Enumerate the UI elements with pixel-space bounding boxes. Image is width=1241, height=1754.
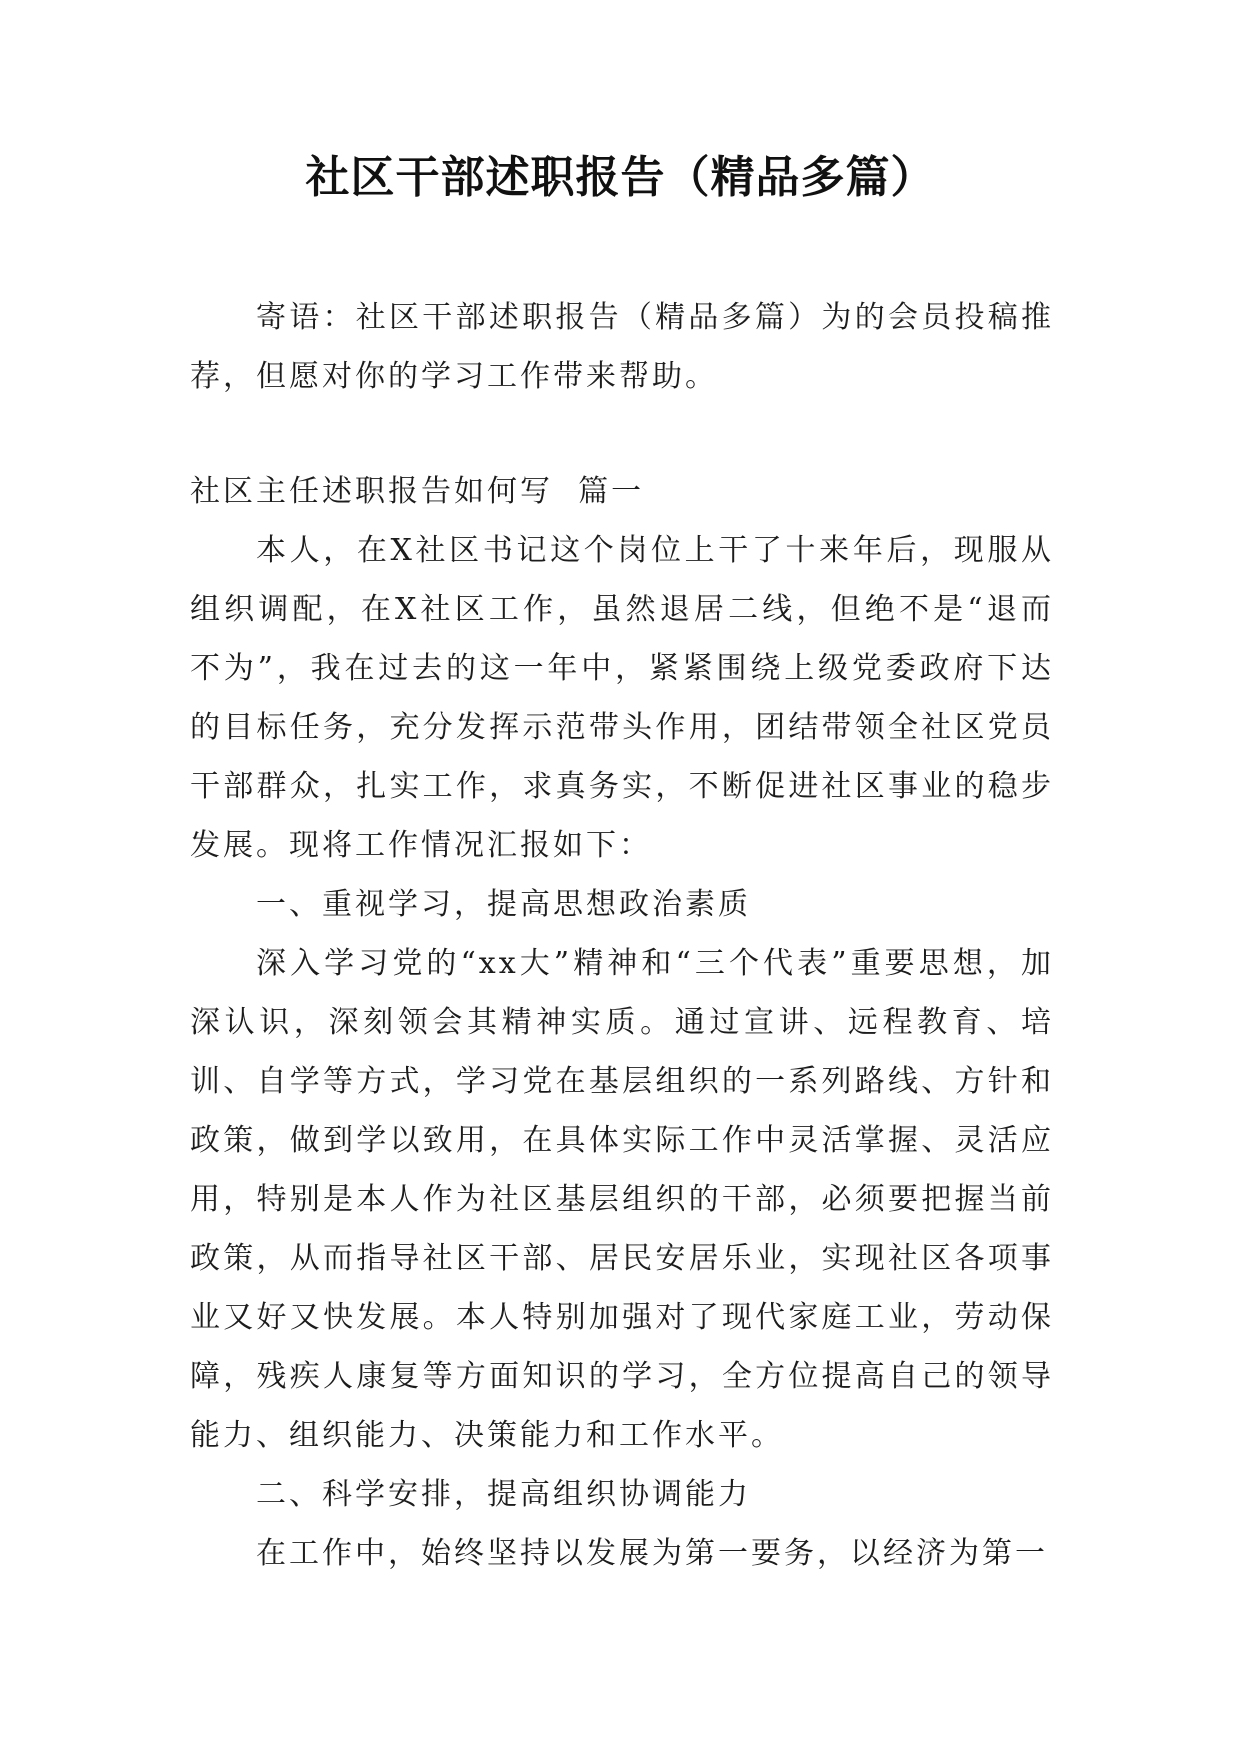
- subsection-heading: 一、重视学习，提高思想政治素质: [256, 887, 751, 922]
- main-body: [190, 462, 1054, 1583]
- intro-paragraph: 寄语：社区干部述职报告（精品多篇）为的会员投稿推荐，但愿对你的学习工作带来帮助。: [190, 300, 1054, 394]
- body-paragraph: 在工作中，始终坚持以发展为第一要务，以经济为第一: [256, 1536, 1048, 1571]
- body-paragraph: 深入学习党的“xx大”精神和“三个代表”重要思想，加深认识，深刻领会其精神实质。通过宣讲、远程教育、培训、自学等方式，学习党在基层组织的一系列路线、方针和政策，做到学以致用，在具体实际工作中灵活掌握、灵活应用，特别是本人作为社区基层组织的干部，必须要把握当前政策，从而指导社区干部、居民安居乐业，实现社区各项事业又好又快发展。本人特别加强对了现代家庭工业，劳动保障，残疾人康复等方面知识的学习，全方位提高自己的领导能力、组织能力、决策能力和工作水平。: [190, 946, 1054, 1453]
- intro-block: [190, 288, 1054, 406]
- body-paragraph: 本人，在X社区书记这个岗位上干了十来年后，现服从组织调配，在X社区工作，虽然退居二线，但绝不是“退而不为”，我在过去的这一年中，紧紧围绕上级党委政府下达的目标任务，充分发挥示范带头作用，团结带领全社区党员干部群众，扎实工作，求真务实，不断促进社区事业的稳步发展。现将工作情况汇报如下：: [190, 533, 1054, 863]
- section-heading: 社区主任述职报告如何写 篇一: [190, 474, 645, 509]
- subsection-heading: 二、科学安排，提高组织协调能力: [256, 1477, 751, 1512]
- document-title: 社区干部述职报告（精品多篇）: [305, 152, 936, 203]
